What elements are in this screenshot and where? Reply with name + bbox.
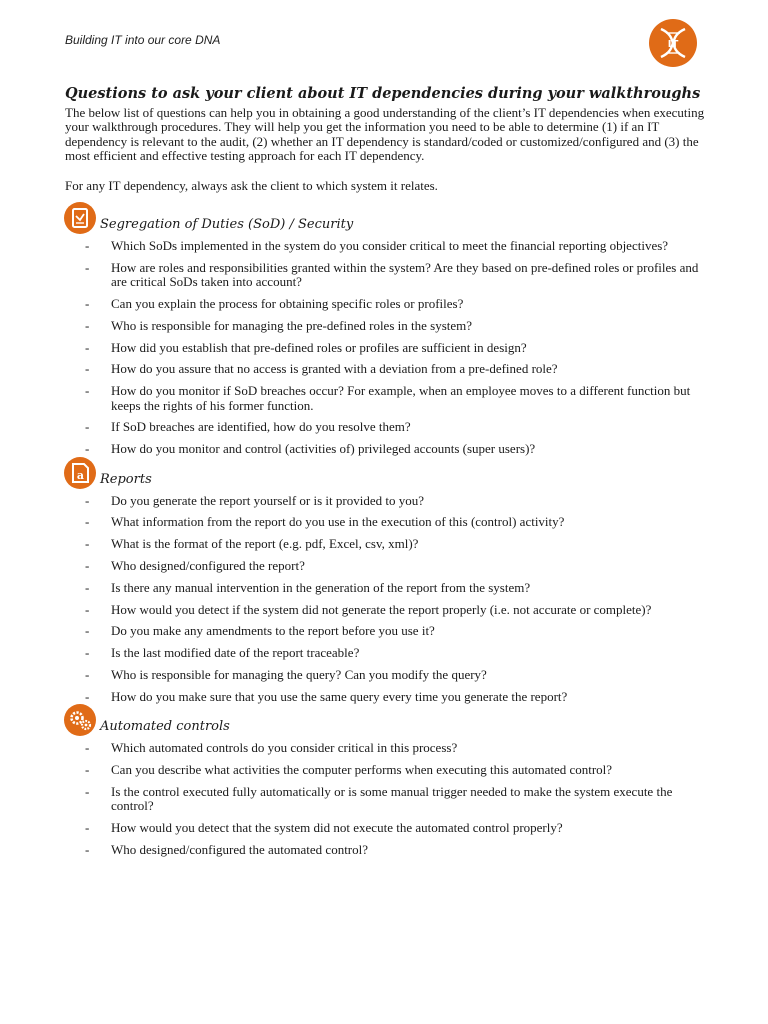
list-item: - How do you make sure that you use the same query every time you generate the report? bbox=[65, 690, 715, 704]
list-item: - Do you make any amendments to the report before you use it? bbox=[65, 624, 715, 638]
list-item: - Can you explain the process for obtaining specific roles or profiles? bbox=[65, 297, 715, 311]
list-item: - How do you assure that no access is granted with a deviation from a pre-defined role? bbox=[65, 362, 715, 376]
document-body bbox=[65, 84, 715, 865]
section-sod-security bbox=[65, 213, 715, 457]
list-item: - How are roles and responsibilities granted within the system? Are they based on pre-defined roles or profiles and are critical SoDs taken into account? bbox=[65, 261, 715, 290]
list-item: - Who designed/configured the automated control? bbox=[65, 843, 715, 857]
list-item: - How do you monitor if SoD breaches occur? For example, when an employee moves to a different function but keeps the rights of his former function. bbox=[65, 384, 715, 413]
question-list bbox=[65, 494, 715, 705]
list-item: - If SoD breaches are identified, how do you resolve them? bbox=[65, 420, 715, 434]
list-item: - Is there any manual intervention in the generation of the report from the system? bbox=[65, 581, 715, 595]
list-item: - How would you detect if the system did not generate the report properly (i.e. not accurate or complete)? bbox=[65, 603, 715, 617]
list-item: - What is the format of the report (e.g. pdf, Excel, csv, xml)? bbox=[65, 537, 715, 551]
list-item: - Do you generate the report yourself or is it provided to you? bbox=[65, 494, 715, 508]
list-item: - Which SoDs implemented in the system do you consider critical to meet the financial reporting objectives? bbox=[65, 239, 715, 253]
intro-paragraph: The below list of questions can help you in obtaining a good understanding of the client’s IT dependencies when executing your walkthrough procedures. They will help you get the information you need to be able to determine (1) if an IT dependency is relevant to the audit, (2) whether an IT dependency is standard/coded or customized/configured and (3) the most efficient and effective testing approach for each IT dependency. bbox=[65, 105, 705, 164]
section-title: Segregation of Duties (SoD) / Security bbox=[100, 217, 354, 233]
list-item: - Which automated controls do you consider critical in this process? bbox=[65, 741, 715, 755]
section-automated-controls bbox=[65, 715, 715, 857]
list-item: - How do you monitor and control (activities of) privileged accounts (super users)? bbox=[65, 442, 715, 456]
section-title: Reports bbox=[100, 471, 152, 487]
note-paragraph: For any IT dependency, always ask the client to which system it relates. bbox=[65, 177, 438, 193]
list-item: - How did you establish that pre-defined roles or profiles are sufficient in design? bbox=[65, 341, 715, 355]
question-list bbox=[65, 741, 715, 857]
logo-text: IT bbox=[667, 39, 679, 50]
list-item: - Can you describe what activities the computer performs when executing this automated control? bbox=[65, 763, 715, 777]
dna-logo bbox=[649, 19, 697, 67]
list-item: - Who is responsible for managing the pre-defined roles in the system? bbox=[65, 319, 715, 333]
list-item: - What information from the report do you use in the execution of this (control) activity? bbox=[65, 515, 715, 529]
svg-text:a: a bbox=[76, 468, 85, 482]
gears-icon bbox=[63, 703, 97, 737]
list-item: - Is the last modified date of the report traceable? bbox=[65, 646, 715, 660]
question-list bbox=[65, 239, 715, 457]
section-reports bbox=[65, 468, 715, 705]
list-item: - Who designed/configured the report? bbox=[65, 559, 715, 573]
header-tagline: Building IT into our core DNA bbox=[65, 33, 221, 47]
report-icon bbox=[63, 456, 97, 490]
section-title: Automated controls bbox=[100, 719, 230, 735]
document-icon bbox=[63, 201, 97, 235]
page-title: Questions to ask your client about IT dependencies during your walkthroughs bbox=[65, 85, 701, 102]
list-item: - How would you detect that the system did not execute the automated control properly? bbox=[65, 821, 715, 835]
list-item: - Who is responsible for managing the query? Can you modify the query? bbox=[65, 668, 715, 682]
list-item: - Is the control executed fully automatically or is some manual trigger needed to make the system execute the control? bbox=[65, 785, 715, 814]
